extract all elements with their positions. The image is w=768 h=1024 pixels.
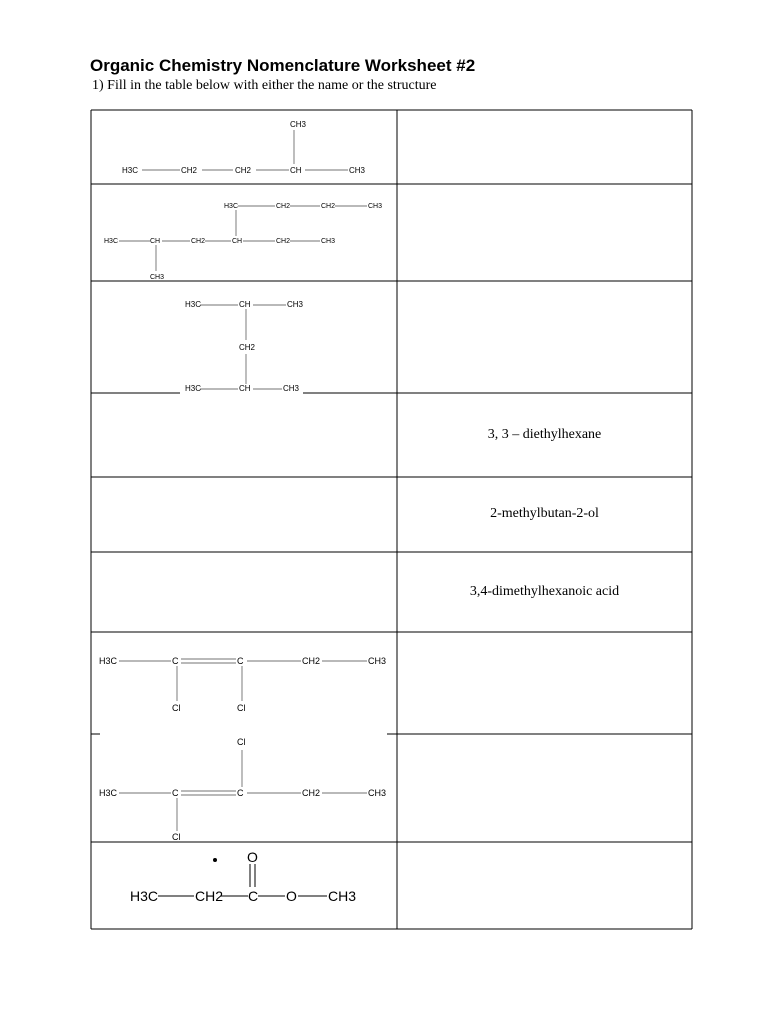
- label-ch2-2: CH2: [235, 166, 252, 175]
- label-ch-bottom: CH: [239, 384, 251, 393]
- structure-row-8: [99, 737, 386, 842]
- label-ch2-main-1: CH2: [191, 238, 206, 245]
- label-ch3: CH3: [328, 888, 357, 904]
- structure-row-2: [104, 203, 382, 281]
- name-cell-row-6: 3,4-dimethylhexanoic acid: [469, 584, 620, 599]
- instruction-text: 1) Fill in the table below with either the name or the structure: [92, 78, 437, 93]
- label-c: C: [248, 888, 259, 904]
- label-ch: CH: [290, 166, 302, 175]
- label-cl-2: Cl: [237, 703, 246, 713]
- label-ch3-top: CH3: [287, 300, 304, 309]
- label-ch3-bottom: CH3: [283, 384, 300, 393]
- label-ch2: CH2: [302, 656, 321, 666]
- label-c-2: C: [237, 788, 244, 798]
- label-h3c: H3C: [99, 788, 118, 798]
- label-ch-2: CH: [232, 238, 243, 245]
- label-o-carbonyl: O: [247, 849, 258, 865]
- label-ch3-end: CH3: [349, 166, 366, 175]
- label-ch-top: CH: [239, 300, 251, 309]
- label-h3c-main: H3C: [104, 238, 119, 245]
- label-c-1: C: [172, 788, 179, 798]
- label-ch2: CH2: [195, 888, 224, 904]
- label-cl-1: Cl: [172, 703, 181, 713]
- structure-row-9: [130, 849, 356, 904]
- label-h3c-bottom: H3C: [185, 384, 202, 393]
- label-ch2-top-2: CH2: [321, 203, 336, 210]
- label-ch2-mid: CH2: [239, 343, 256, 352]
- label-cl-top: Cl: [237, 737, 246, 747]
- label-ch2-main-2: CH2: [276, 238, 291, 245]
- name-cell-row-5: 2-methylbutan-2-ol: [490, 506, 599, 521]
- label-ch-1: CH: [150, 238, 161, 245]
- structure-row-3: [185, 300, 304, 393]
- page-title: Organic Chemistry Nomenclature Worksheet #2: [90, 56, 476, 75]
- label-h3c: H3C: [122, 166, 139, 175]
- stray-dot: [213, 858, 217, 862]
- label-ch2: CH2: [302, 788, 321, 798]
- label-ch3-top: CH3: [368, 203, 383, 210]
- table-grid: [91, 110, 692, 929]
- label-ch3-top: CH3: [290, 120, 307, 129]
- label-ch3-bottom: CH3: [150, 274, 165, 281]
- label-o-ester: O: [286, 888, 297, 904]
- label-ch3: CH3: [368, 656, 387, 666]
- label-h3c-top: H3C: [224, 203, 239, 210]
- label-ch3: CH3: [368, 788, 387, 798]
- label-h3c-top: H3C: [185, 300, 202, 309]
- label-c-2: C: [237, 656, 244, 666]
- label-ch2-1: CH2: [181, 166, 198, 175]
- name-cell-row-4: 3, 3 – diethylhexane: [487, 427, 602, 442]
- label-cl-bottom: Cl: [172, 832, 181, 842]
- structure-row-7: [99, 656, 386, 713]
- label-ch3-main: CH3: [321, 238, 336, 245]
- structure-row-1: [122, 120, 366, 175]
- label-ch2-top-1: CH2: [276, 203, 291, 210]
- label-c-1: C: [172, 656, 179, 666]
- label-h3c: H3C: [130, 888, 159, 904]
- label-h3c: H3C: [99, 656, 118, 666]
